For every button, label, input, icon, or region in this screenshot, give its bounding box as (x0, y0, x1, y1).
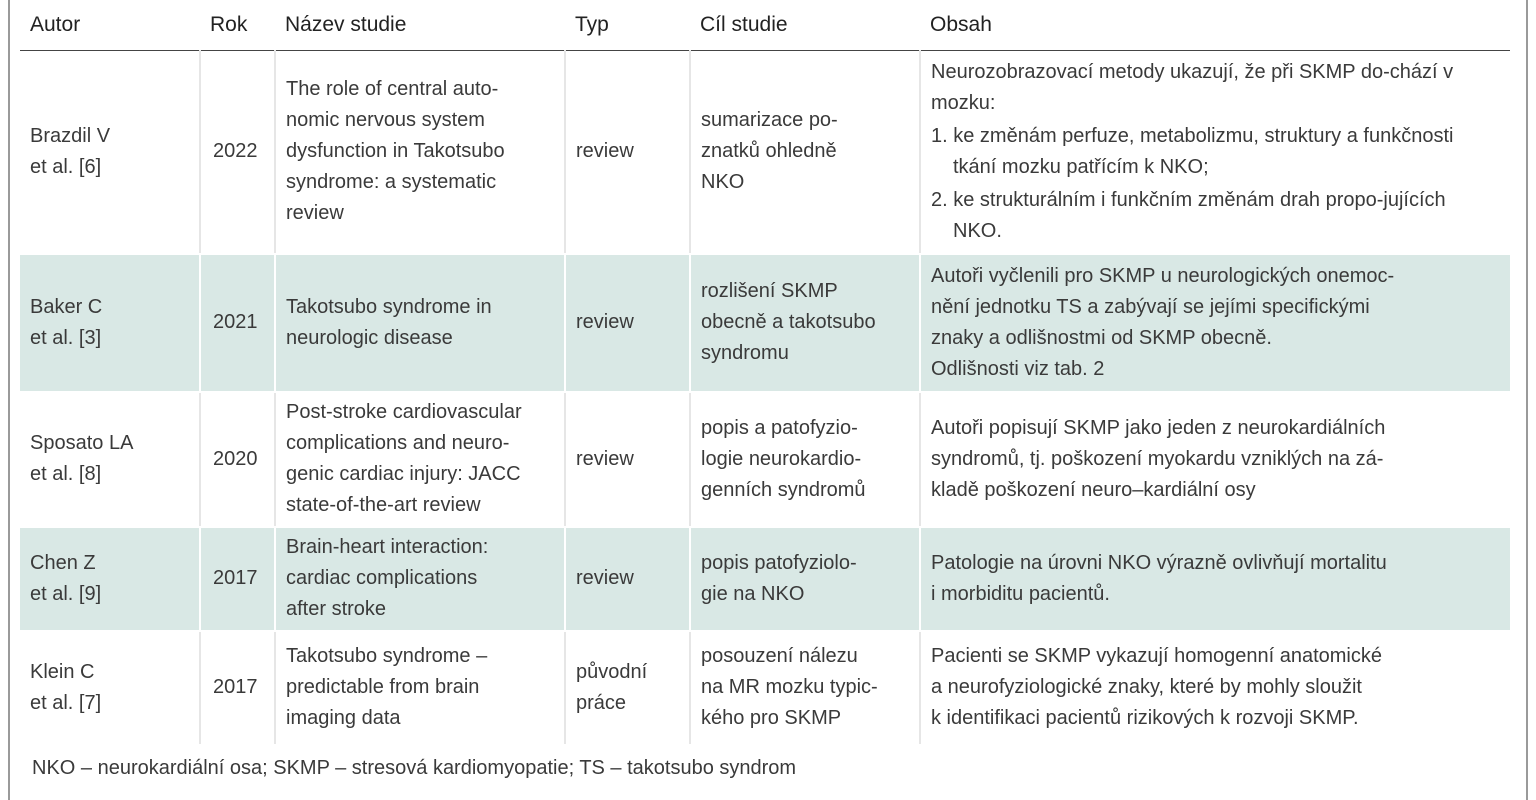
content-line: Patologie na úrovni NKO výrazně ovlivňují mortalitu (931, 551, 1387, 574)
title-cell (275, 392, 565, 527)
goal-line: gie na NKO (701, 582, 805, 605)
content-line: Autoři popisují SKMP jako jeden z neurokardiálních (931, 416, 1386, 439)
goal-cell (690, 254, 920, 392)
title-line: cardiac complications (286, 567, 478, 589)
content-line: Pacienti se SKMP vykazují homogenní anatomické (931, 645, 1382, 667)
author-line: et al. [8] (30, 463, 102, 485)
table-row (20, 392, 1510, 527)
title-cell (275, 631, 565, 745)
author-line: Sposato LA (30, 432, 134, 454)
content-list-item: 2. ke strukturálním i funkčním změnám drah propo-jujících NKO. (931, 188, 1446, 242)
type-cell (565, 51, 690, 254)
type-cell (565, 392, 690, 527)
type-cell (565, 631, 690, 745)
author-cell (20, 392, 200, 527)
title-line: syndrome: a systematic (286, 171, 497, 194)
content-cell (920, 254, 1510, 392)
title-line: complications and neuro- (286, 432, 510, 454)
goal-line: posouzení nálezu (701, 645, 858, 667)
table-row (20, 254, 1510, 392)
type-line: review (576, 311, 634, 333)
content-line: znaky a odlišnostmi od SKMP obecně. (931, 326, 1272, 349)
header-type: Typ (565, 0, 690, 51)
author-line: et al. [7] (30, 691, 102, 714)
goal-line: sumarizace po- (701, 109, 838, 132)
author-line: Brazdil V (30, 124, 111, 147)
content-intro: Neurozobrazovací metody ukazují, že při SKMP do-chází v mozku: (931, 60, 1454, 114)
goal-line: znatků ohledně (701, 140, 837, 163)
goal-line: na MR mozku typic- (701, 676, 878, 698)
header-row (20, 0, 1510, 51)
table-footnote: NKO – neurokardiální osa; SKMP – stresová kardiomyopatie; TS – takotsubo syndrom (32, 757, 797, 779)
type-line: review (576, 140, 634, 163)
goal-line: genních syndromů (701, 478, 866, 501)
title-cell (275, 254, 565, 392)
goal-line: rozlišení SKMP (701, 280, 838, 302)
title-line: genic cardiac injury: JACC (286, 463, 521, 485)
title-line: after stroke (286, 598, 387, 620)
content-cell (920, 51, 1510, 254)
title-line: neurologic disease (286, 326, 453, 349)
header-title: Název studie (275, 0, 565, 51)
title-line: predictable from brain (286, 676, 480, 698)
type-line: review (576, 567, 634, 589)
content-line: Autoři vyčlenili pro SKMP u neurologických onemoc- (931, 264, 1395, 287)
content-line: k identifikaci pacientů rizikových k rozvoji SKMP. (931, 707, 1359, 729)
type-line: review (576, 447, 634, 470)
header-content: Obsah (920, 0, 1510, 51)
content-cell (920, 392, 1510, 527)
title-line: Brain-heart interaction: (286, 536, 489, 558)
goal-cell (690, 527, 920, 631)
title-line: Takotsubo syndrome – (286, 645, 488, 667)
author-cell (20, 527, 200, 631)
title-line: imaging data (286, 707, 401, 729)
year-cell: 2020 (200, 392, 275, 527)
author-line: Chen Z (30, 551, 96, 574)
type-cell (565, 527, 690, 631)
header-goal: Cíl studie (690, 0, 920, 51)
header-author: Autor (20, 0, 200, 51)
content-line: Odlišnosti viz tab. 2 (931, 357, 1105, 380)
studies-table (20, 0, 1510, 746)
content-list-item: 1. ke změnám perfuze, metabolizmu, struktury a funkčnosti tkání mozku patřícím k NKO; (931, 124, 1454, 178)
author-line: et al. [3] (30, 326, 102, 349)
author-line: et al. [9] (30, 582, 102, 605)
author-cell (20, 631, 200, 745)
title-line: review (286, 202, 344, 225)
goal-line: syndromu (701, 342, 789, 364)
content-line: nění jednotku TS a zabývají se jejími specifickými (931, 295, 1370, 318)
author-cell (20, 51, 200, 254)
title-line: Takotsubo syndrome in (286, 295, 492, 318)
title-cell (275, 527, 565, 631)
author-line: Klein C (30, 660, 95, 683)
content-line: syndromů, tj. poškození myokardu vzniklých na zá- (931, 447, 1384, 470)
type-line: práce (576, 691, 627, 714)
title-line: Post-stroke cardiovascular (286, 401, 522, 423)
author-line: Baker C (30, 295, 103, 318)
type-cell (565, 254, 690, 392)
goal-line: obecně a takotsubo (701, 311, 876, 333)
header-year: Rok (200, 0, 275, 51)
author-line: et al. [6] (30, 155, 102, 178)
title-cell (275, 51, 565, 254)
title-line: nomic nervous system (286, 109, 485, 132)
title-line: state-of-the-art review (286, 494, 481, 516)
type-line: původní (576, 660, 648, 683)
table-row (20, 631, 1510, 745)
content-line: kladě poškození neuro–kardiální osy (931, 478, 1256, 501)
content-cell (920, 527, 1510, 631)
year-cell: 2017 (200, 527, 275, 631)
goal-line: popis a patofyzio- (701, 416, 858, 439)
table-row (20, 51, 1510, 254)
content-cell (920, 631, 1510, 745)
goal-cell (690, 51, 920, 254)
title-line: The role of central auto- (286, 78, 499, 101)
author-cell (20, 254, 200, 392)
content-line: i morbiditu pacientů. (931, 582, 1110, 605)
goal-cell (690, 392, 920, 527)
year-cell: 2017 (200, 631, 275, 745)
year-cell: 2021 (200, 254, 275, 392)
content-list (931, 121, 1500, 247)
goal-line: NKO (701, 171, 745, 194)
goal-line: logie neurokardio- (701, 447, 862, 470)
title-line: dysfunction in Takotsubo (286, 140, 505, 163)
table-row (20, 527, 1510, 631)
goal-line: kého pro SKMP (701, 707, 842, 729)
goal-cell (690, 631, 920, 745)
content-line: a neurofyziologické znaky, které by mohly sloužit (931, 676, 1362, 698)
year-cell: 2022 (200, 51, 275, 254)
goal-line: popis patofyziolo- (701, 551, 857, 574)
